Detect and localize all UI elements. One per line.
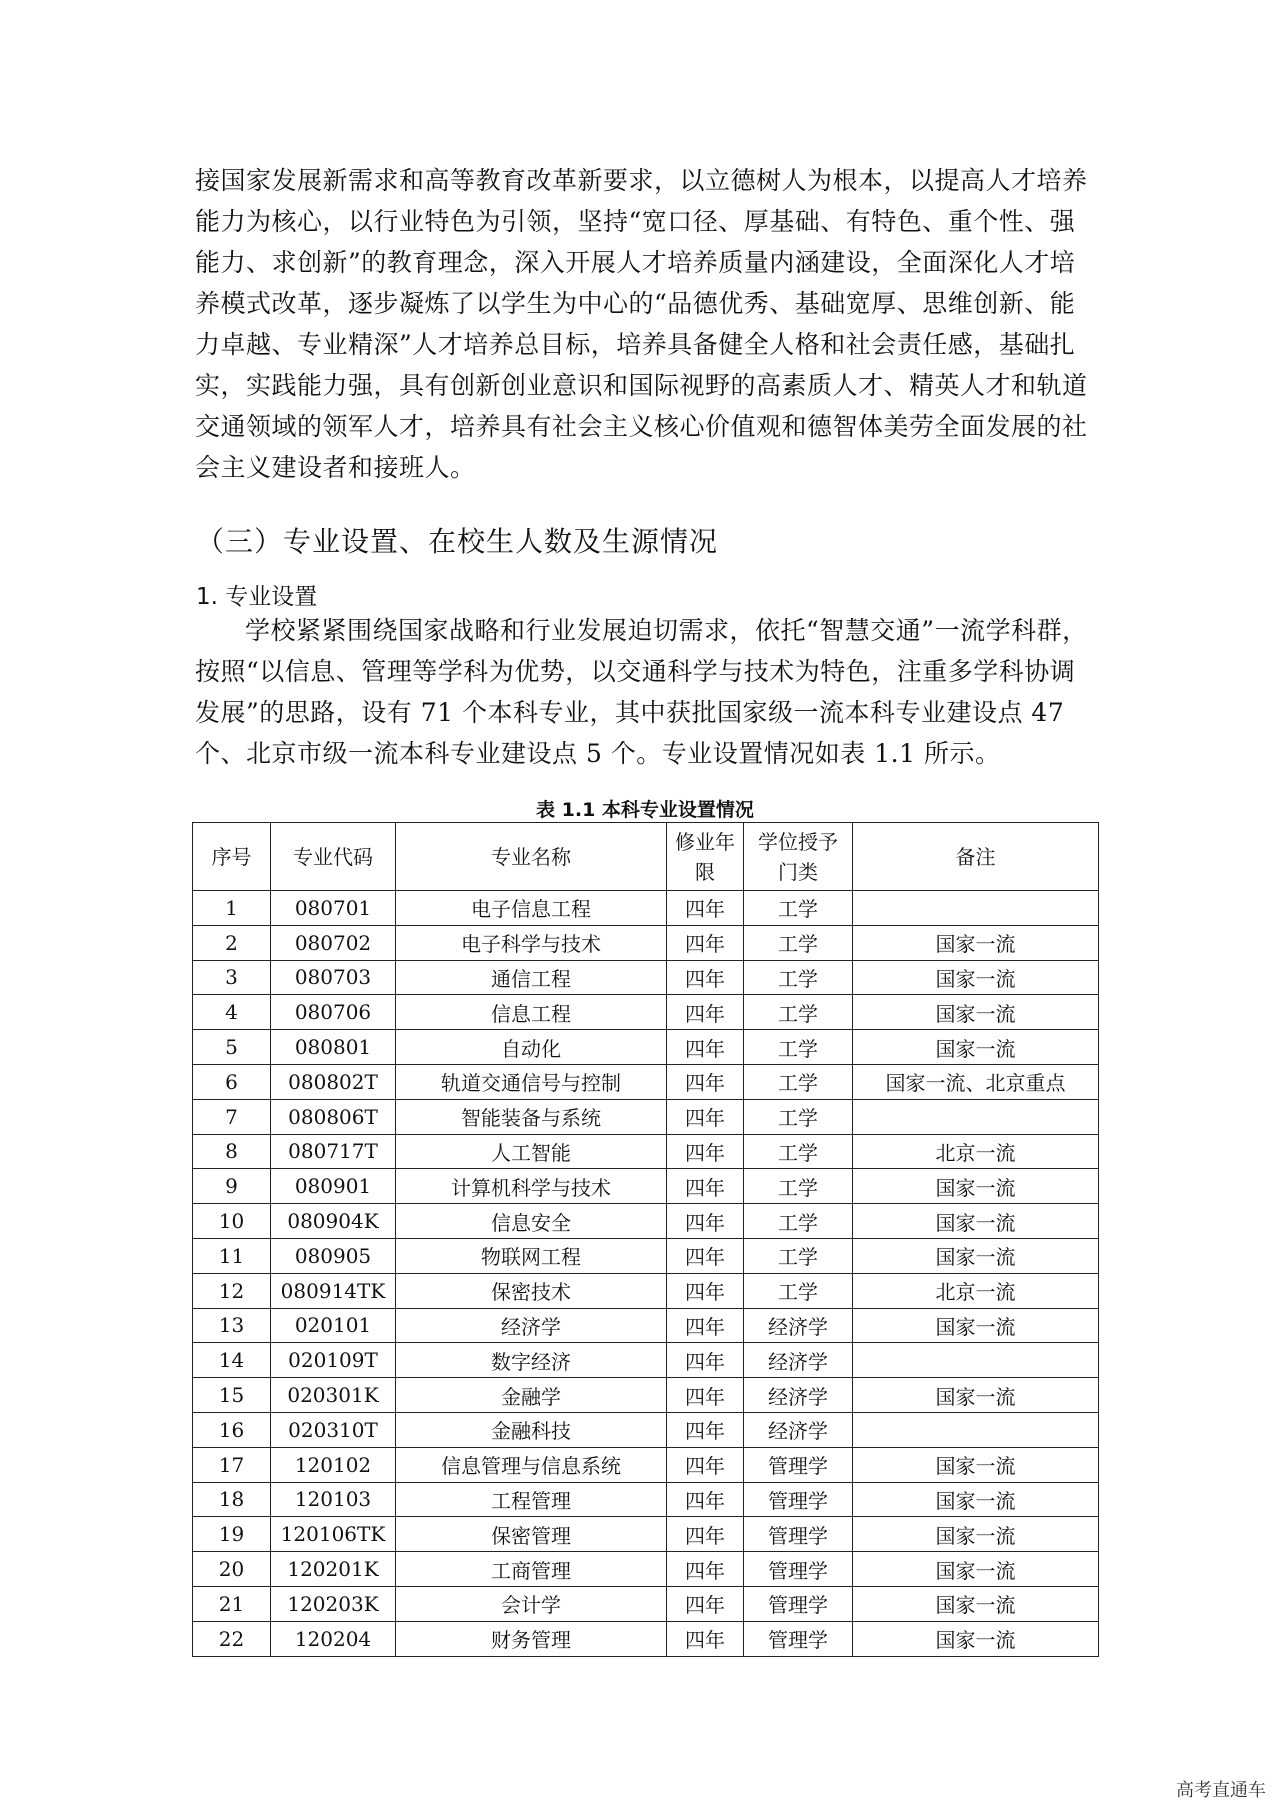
cell-duration: 四年	[667, 1621, 744, 1656]
cell-duration: 四年	[667, 1447, 744, 1482]
cell-degree: 工学	[744, 1238, 853, 1273]
cell-remark: 国家一流	[853, 1552, 1099, 1587]
cell-degree: 工学	[744, 1273, 853, 1308]
cell-name: 智能装备与系统	[396, 1099, 667, 1134]
table-row	[193, 1134, 1099, 1169]
cell-name: 轨道交通信号与控制	[396, 1064, 667, 1099]
table-row	[193, 960, 1099, 995]
header-name: 专业名称	[396, 823, 667, 891]
intro-text: 接国家发展新需求和高等教育改革新要求，以立德树人为根本，以提高人才培养能力为核心，以行业特色为引领，坚持“宽口径、厚基础、有特色、重个性、强能力、求创新”的教育理念，深入开展人才培养质量内涵建设，全面深化人才培养模式改革，逐步凝炼了以学生为中心的“品德优秀、基础宽厚、思维创新、能力卓越、专业精深”人才培养总目标，培养具备健全人格和社会责任感，基础扎实，实践能力强，具有创新创业意识和国际视野的高素质人才、精英人才和轨道交通领域的领军人才，培养具有社会主义核心价值观和德智体美劳全面发展的社会主义建设者和接班人。	[195, 166, 1088, 482]
cell-duration: 四年	[667, 1343, 744, 1378]
cell-remark: 国家一流	[853, 1621, 1099, 1656]
table-row	[193, 995, 1099, 1030]
table-row	[193, 1343, 1099, 1378]
cell-seq: 10	[193, 1204, 271, 1239]
cell-code: 080801	[271, 1030, 396, 1065]
cell-remark: 国家一流	[853, 1204, 1099, 1239]
cell-duration: 四年	[667, 1552, 744, 1587]
cell-remark: 国家一流	[853, 995, 1099, 1030]
cell-duration: 四年	[667, 1482, 744, 1517]
cell-name: 数字经济	[396, 1343, 667, 1378]
cell-code: 020301K	[271, 1378, 396, 1413]
cell-code: 120204	[271, 1621, 396, 1656]
cell-remark: 北京一流	[853, 1134, 1099, 1169]
table-row	[193, 1273, 1099, 1308]
header-seq: 序号	[193, 823, 271, 891]
cell-seq: 9	[193, 1169, 271, 1204]
cell-remark: 国家一流	[853, 1447, 1099, 1482]
table-row	[193, 1204, 1099, 1239]
cell-duration: 四年	[667, 1204, 744, 1239]
cell-name: 电子科学与技术	[396, 925, 667, 960]
cell-code: 020310T	[271, 1412, 396, 1447]
table-row	[193, 1378, 1099, 1413]
cell-seq: 18	[193, 1482, 271, 1517]
cell-code: 080904K	[271, 1204, 396, 1239]
table-body	[193, 891, 1099, 1657]
cell-name: 会计学	[396, 1586, 667, 1621]
cell-seq: 17	[193, 1447, 271, 1482]
cell-degree: 工学	[744, 960, 853, 995]
cell-duration: 四年	[667, 1064, 744, 1099]
cell-name: 保密管理	[396, 1517, 667, 1552]
cell-degree: 工学	[744, 1064, 853, 1099]
cell-seq: 12	[193, 1273, 271, 1308]
table-row	[193, 1099, 1099, 1134]
table-row	[193, 1412, 1099, 1447]
cell-seq: 21	[193, 1586, 271, 1621]
cell-name: 电子信息工程	[396, 891, 667, 926]
cell-degree: 管理学	[744, 1447, 853, 1482]
table-row	[193, 1482, 1099, 1517]
cell-code: 080717T	[271, 1134, 396, 1169]
cell-degree: 经济学	[744, 1378, 853, 1413]
cell-remark: 国家一流	[853, 960, 1099, 995]
cell-remark: 国家一流	[853, 925, 1099, 960]
cell-remark	[853, 1343, 1099, 1378]
table-row	[193, 1030, 1099, 1065]
header-remark: 备注	[853, 823, 1099, 891]
cell-remark	[853, 1412, 1099, 1447]
cell-degree: 管理学	[744, 1586, 853, 1621]
cell-degree: 经济学	[744, 1308, 853, 1343]
cell-seq: 8	[193, 1134, 271, 1169]
cell-code: 080905	[271, 1238, 396, 1273]
table-row	[193, 1238, 1099, 1273]
cell-seq: 14	[193, 1343, 271, 1378]
cell-seq: 4	[193, 995, 271, 1030]
table-row	[193, 1308, 1099, 1343]
cell-code: 020101	[271, 1308, 396, 1343]
cell-seq: 15	[193, 1378, 271, 1413]
cell-name: 人工智能	[396, 1134, 667, 1169]
cell-seq: 3	[193, 960, 271, 995]
cell-degree: 管理学	[744, 1482, 853, 1517]
majors-table	[192, 822, 1099, 1657]
cell-degree: 工学	[744, 891, 853, 926]
cell-name: 信息工程	[396, 995, 667, 1030]
cell-seq: 16	[193, 1412, 271, 1447]
cell-degree: 工学	[744, 1099, 853, 1134]
cell-code: 020109T	[271, 1343, 396, 1378]
cell-name: 信息安全	[396, 1204, 667, 1239]
cell-name: 自动化	[396, 1030, 667, 1065]
cell-duration: 四年	[667, 891, 744, 926]
table-row	[193, 1621, 1099, 1656]
cell-name: 财务管理	[396, 1621, 667, 1656]
cell-remark	[853, 891, 1099, 926]
header-code: 专业代码	[271, 823, 396, 891]
intro-paragraph	[195, 160, 1095, 488]
cell-degree: 管理学	[744, 1517, 853, 1552]
cell-duration: 四年	[667, 1030, 744, 1065]
section-heading: （三）专业设置、在校生人数及生源情况	[196, 525, 719, 558]
cell-degree: 工学	[744, 1169, 853, 1204]
cell-remark: 国家一流	[853, 1169, 1099, 1204]
header-degree: 学位授予门类	[744, 823, 853, 891]
cell-code: 080901	[271, 1169, 396, 1204]
cell-duration: 四年	[667, 1517, 744, 1552]
cell-remark: 国家一流、北京重点	[853, 1064, 1099, 1099]
cell-name: 保密技术	[396, 1273, 667, 1308]
cell-seq: 2	[193, 925, 271, 960]
cell-degree: 管理学	[744, 1621, 853, 1656]
cell-remark: 国家一流	[853, 1238, 1099, 1273]
cell-seq: 19	[193, 1517, 271, 1552]
cell-degree: 工学	[744, 1030, 853, 1065]
cell-remark: 国家一流	[853, 1378, 1099, 1413]
table-row	[193, 1064, 1099, 1099]
cell-code: 080914TK	[271, 1273, 396, 1308]
cell-code: 120102	[271, 1447, 396, 1482]
cell-degree: 经济学	[744, 1343, 853, 1378]
cell-seq: 5	[193, 1030, 271, 1065]
watermark: 高考直通车	[1176, 1780, 1266, 1801]
cell-name: 计算机科学与技术	[396, 1169, 667, 1204]
table-row	[193, 1517, 1099, 1552]
cell-code: 080806T	[271, 1099, 396, 1134]
table-row	[193, 1169, 1099, 1204]
cell-duration: 四年	[667, 1308, 744, 1343]
cell-degree: 工学	[744, 1134, 853, 1169]
cell-code: 080701	[271, 891, 396, 926]
cell-duration: 四年	[667, 925, 744, 960]
cell-name: 工程管理	[396, 1482, 667, 1517]
cell-remark	[853, 1099, 1099, 1134]
table-row	[193, 1552, 1099, 1587]
cell-code: 120106TK	[271, 1517, 396, 1552]
cell-name: 金融科技	[396, 1412, 667, 1447]
header-duration: 修业年限	[667, 823, 744, 891]
cell-degree: 工学	[744, 925, 853, 960]
cell-degree: 工学	[744, 995, 853, 1030]
cell-duration: 四年	[667, 960, 744, 995]
cell-remark: 国家一流	[853, 1482, 1099, 1517]
cell-degree: 管理学	[744, 1552, 853, 1587]
cell-duration: 四年	[667, 1378, 744, 1413]
cell-code: 120201K	[271, 1552, 396, 1587]
cell-name: 物联网工程	[396, 1238, 667, 1273]
table-caption: 表 1.1 本科专业设置情况	[536, 799, 754, 821]
cell-code: 120203K	[271, 1586, 396, 1621]
cell-code: 080702	[271, 925, 396, 960]
cell-duration: 四年	[667, 1586, 744, 1621]
cell-name: 工商管理	[396, 1552, 667, 1587]
table-row	[193, 1447, 1099, 1482]
cell-duration: 四年	[667, 995, 744, 1030]
cell-seq: 1	[193, 891, 271, 926]
body-paragraph	[195, 610, 1095, 774]
cell-duration: 四年	[667, 1238, 744, 1273]
table-row	[193, 1586, 1099, 1621]
cell-code: 120103	[271, 1482, 396, 1517]
cell-remark: 国家一流	[853, 1030, 1099, 1065]
cell-duration: 四年	[667, 1099, 744, 1134]
table-header-row	[193, 823, 1099, 891]
cell-degree: 经济学	[744, 1412, 853, 1447]
cell-seq: 22	[193, 1621, 271, 1656]
cell-seq: 7	[193, 1099, 271, 1134]
cell-duration: 四年	[667, 1134, 744, 1169]
cell-duration: 四年	[667, 1169, 744, 1204]
cell-name: 信息管理与信息系统	[396, 1447, 667, 1482]
table-row	[193, 925, 1099, 960]
cell-seq: 6	[193, 1064, 271, 1099]
subsection-heading: 1. 专业设置	[196, 584, 318, 610]
cell-remark: 北京一流	[853, 1273, 1099, 1308]
table-row	[193, 891, 1099, 926]
cell-seq: 13	[193, 1308, 271, 1343]
cell-code: 080703	[271, 960, 396, 995]
cell-code: 080706	[271, 995, 396, 1030]
cell-name: 经济学	[396, 1308, 667, 1343]
cell-duration: 四年	[667, 1412, 744, 1447]
body-text: 学校紧紧围绕国家战略和行业发展迫切需求，依托“智慧交通”一流学科群，按照“以信息、管理等学科为优势，以交通科学与技术为特色，注重多学科协调发展”的思路，设有 71 个本科专业，其中获批国家级一流本科专业建设点 47 个、北京市级一流本科专业建设点 5 个。专业设置情况如表 1.1 所示。	[195, 616, 1088, 768]
cell-name: 通信工程	[396, 960, 667, 995]
cell-seq: 11	[193, 1238, 271, 1273]
cell-remark: 国家一流	[853, 1517, 1099, 1552]
cell-seq: 20	[193, 1552, 271, 1587]
cell-duration: 四年	[667, 1273, 744, 1308]
cell-name: 金融学	[396, 1378, 667, 1413]
cell-remark: 国家一流	[853, 1586, 1099, 1621]
cell-remark: 国家一流	[853, 1308, 1099, 1343]
cell-code: 080802T	[271, 1064, 396, 1099]
cell-degree: 工学	[744, 1204, 853, 1239]
